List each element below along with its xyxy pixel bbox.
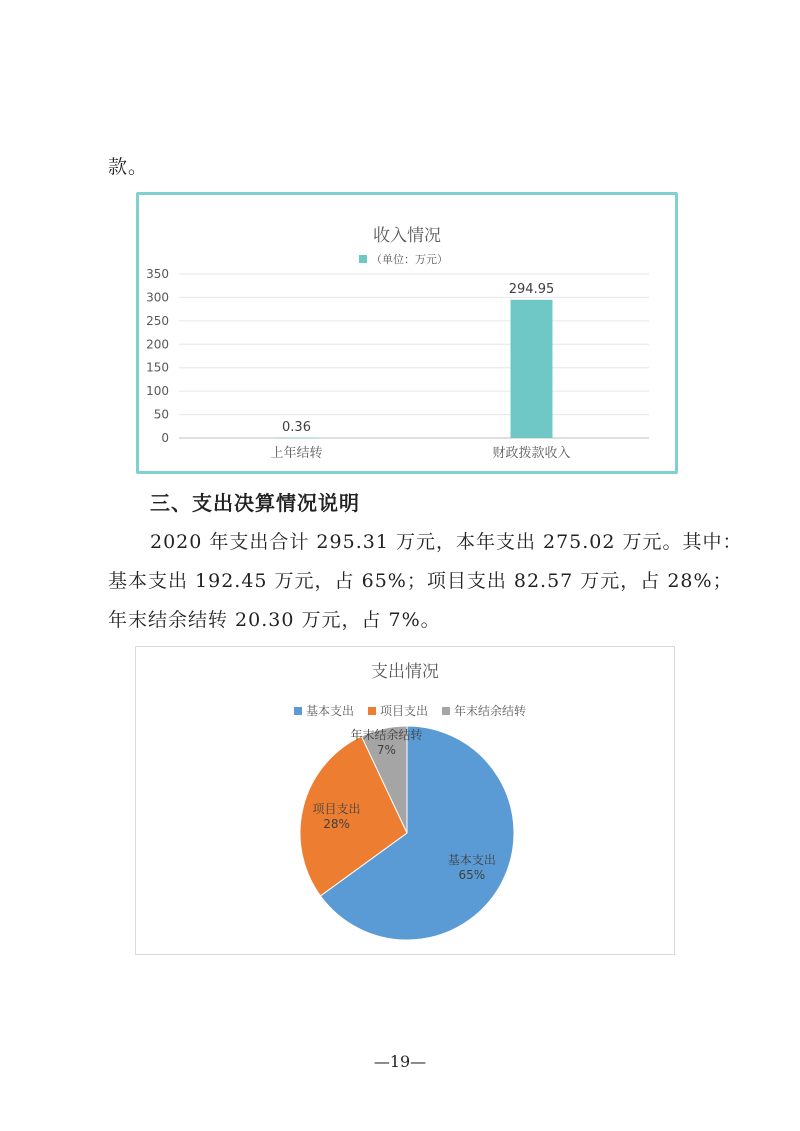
income-bar <box>276 438 318 439</box>
paragraph-line-3: 年末结余结转 20.30 万元，占 7%。 <box>108 609 441 631</box>
expense-slice-name-label: 年末结余结转 <box>350 728 423 743</box>
paragraph-line-1: 2020 年支出合计 295.31 万元，本年支出 275.02 万元。其中： <box>150 531 743 553</box>
income-legend-label: （单位：万元） <box>371 253 448 266</box>
expense-legend-label: 项目支出 <box>380 704 429 718</box>
income-xtick-label: 财政拨款收入 <box>492 446 571 461</box>
income-ytick-label: 250 <box>146 313 169 328</box>
paragraph-line-2: 基本支出 192.45 万元，占 65%；项目支出 82.57 万元，占 28%； <box>108 570 733 592</box>
expense-slice-name-label: 基本支出 <box>447 853 496 868</box>
income-ytick-label: 200 <box>146 337 169 352</box>
income-data-label: 294.95 <box>508 281 555 297</box>
expense-chart-title: 支出情况 <box>371 662 439 682</box>
expense-legend-label: 基本支出 <box>306 704 355 718</box>
income-legend-swatch <box>359 255 367 263</box>
income-chart-title: 收入情况 <box>373 226 441 246</box>
expense-legend-swatch <box>442 707 450 715</box>
paragraph-continuation: 款。 <box>108 156 149 178</box>
expense-legend-swatch <box>368 707 376 715</box>
income-xtick-label: 上年结转 <box>270 446 323 461</box>
expense-slice-percent-label: 65% <box>458 868 486 883</box>
expense-chart-frame <box>135 646 675 955</box>
income-ytick-label: 0 <box>161 431 169 445</box>
income-ytick-label: 350 <box>146 267 169 281</box>
expense-slice-name-label: 项目支出 <box>312 801 361 816</box>
income-ytick-label: 100 <box>146 384 169 399</box>
income-chart-frame <box>136 192 678 474</box>
section-heading: 三、支出决算情况说明 <box>150 491 360 515</box>
income-bar <box>511 300 553 438</box>
income-ytick-label: 300 <box>146 290 169 305</box>
income-ytick-label: 50 <box>153 407 169 422</box>
expense-legend-label: 年末结余结转 <box>454 704 527 718</box>
expense-slice-percent-label: 7% <box>376 743 396 758</box>
income-bar-chart <box>139 195 675 471</box>
income-ytick-label: 150 <box>146 360 169 375</box>
expense-legend-swatch <box>294 707 302 715</box>
income-data-label: 0.36 <box>282 419 311 435</box>
page-number: —19— <box>373 1052 427 1071</box>
expense-pie-chart <box>136 647 674 954</box>
expense-slice-percent-label: 28% <box>323 816 350 831</box>
